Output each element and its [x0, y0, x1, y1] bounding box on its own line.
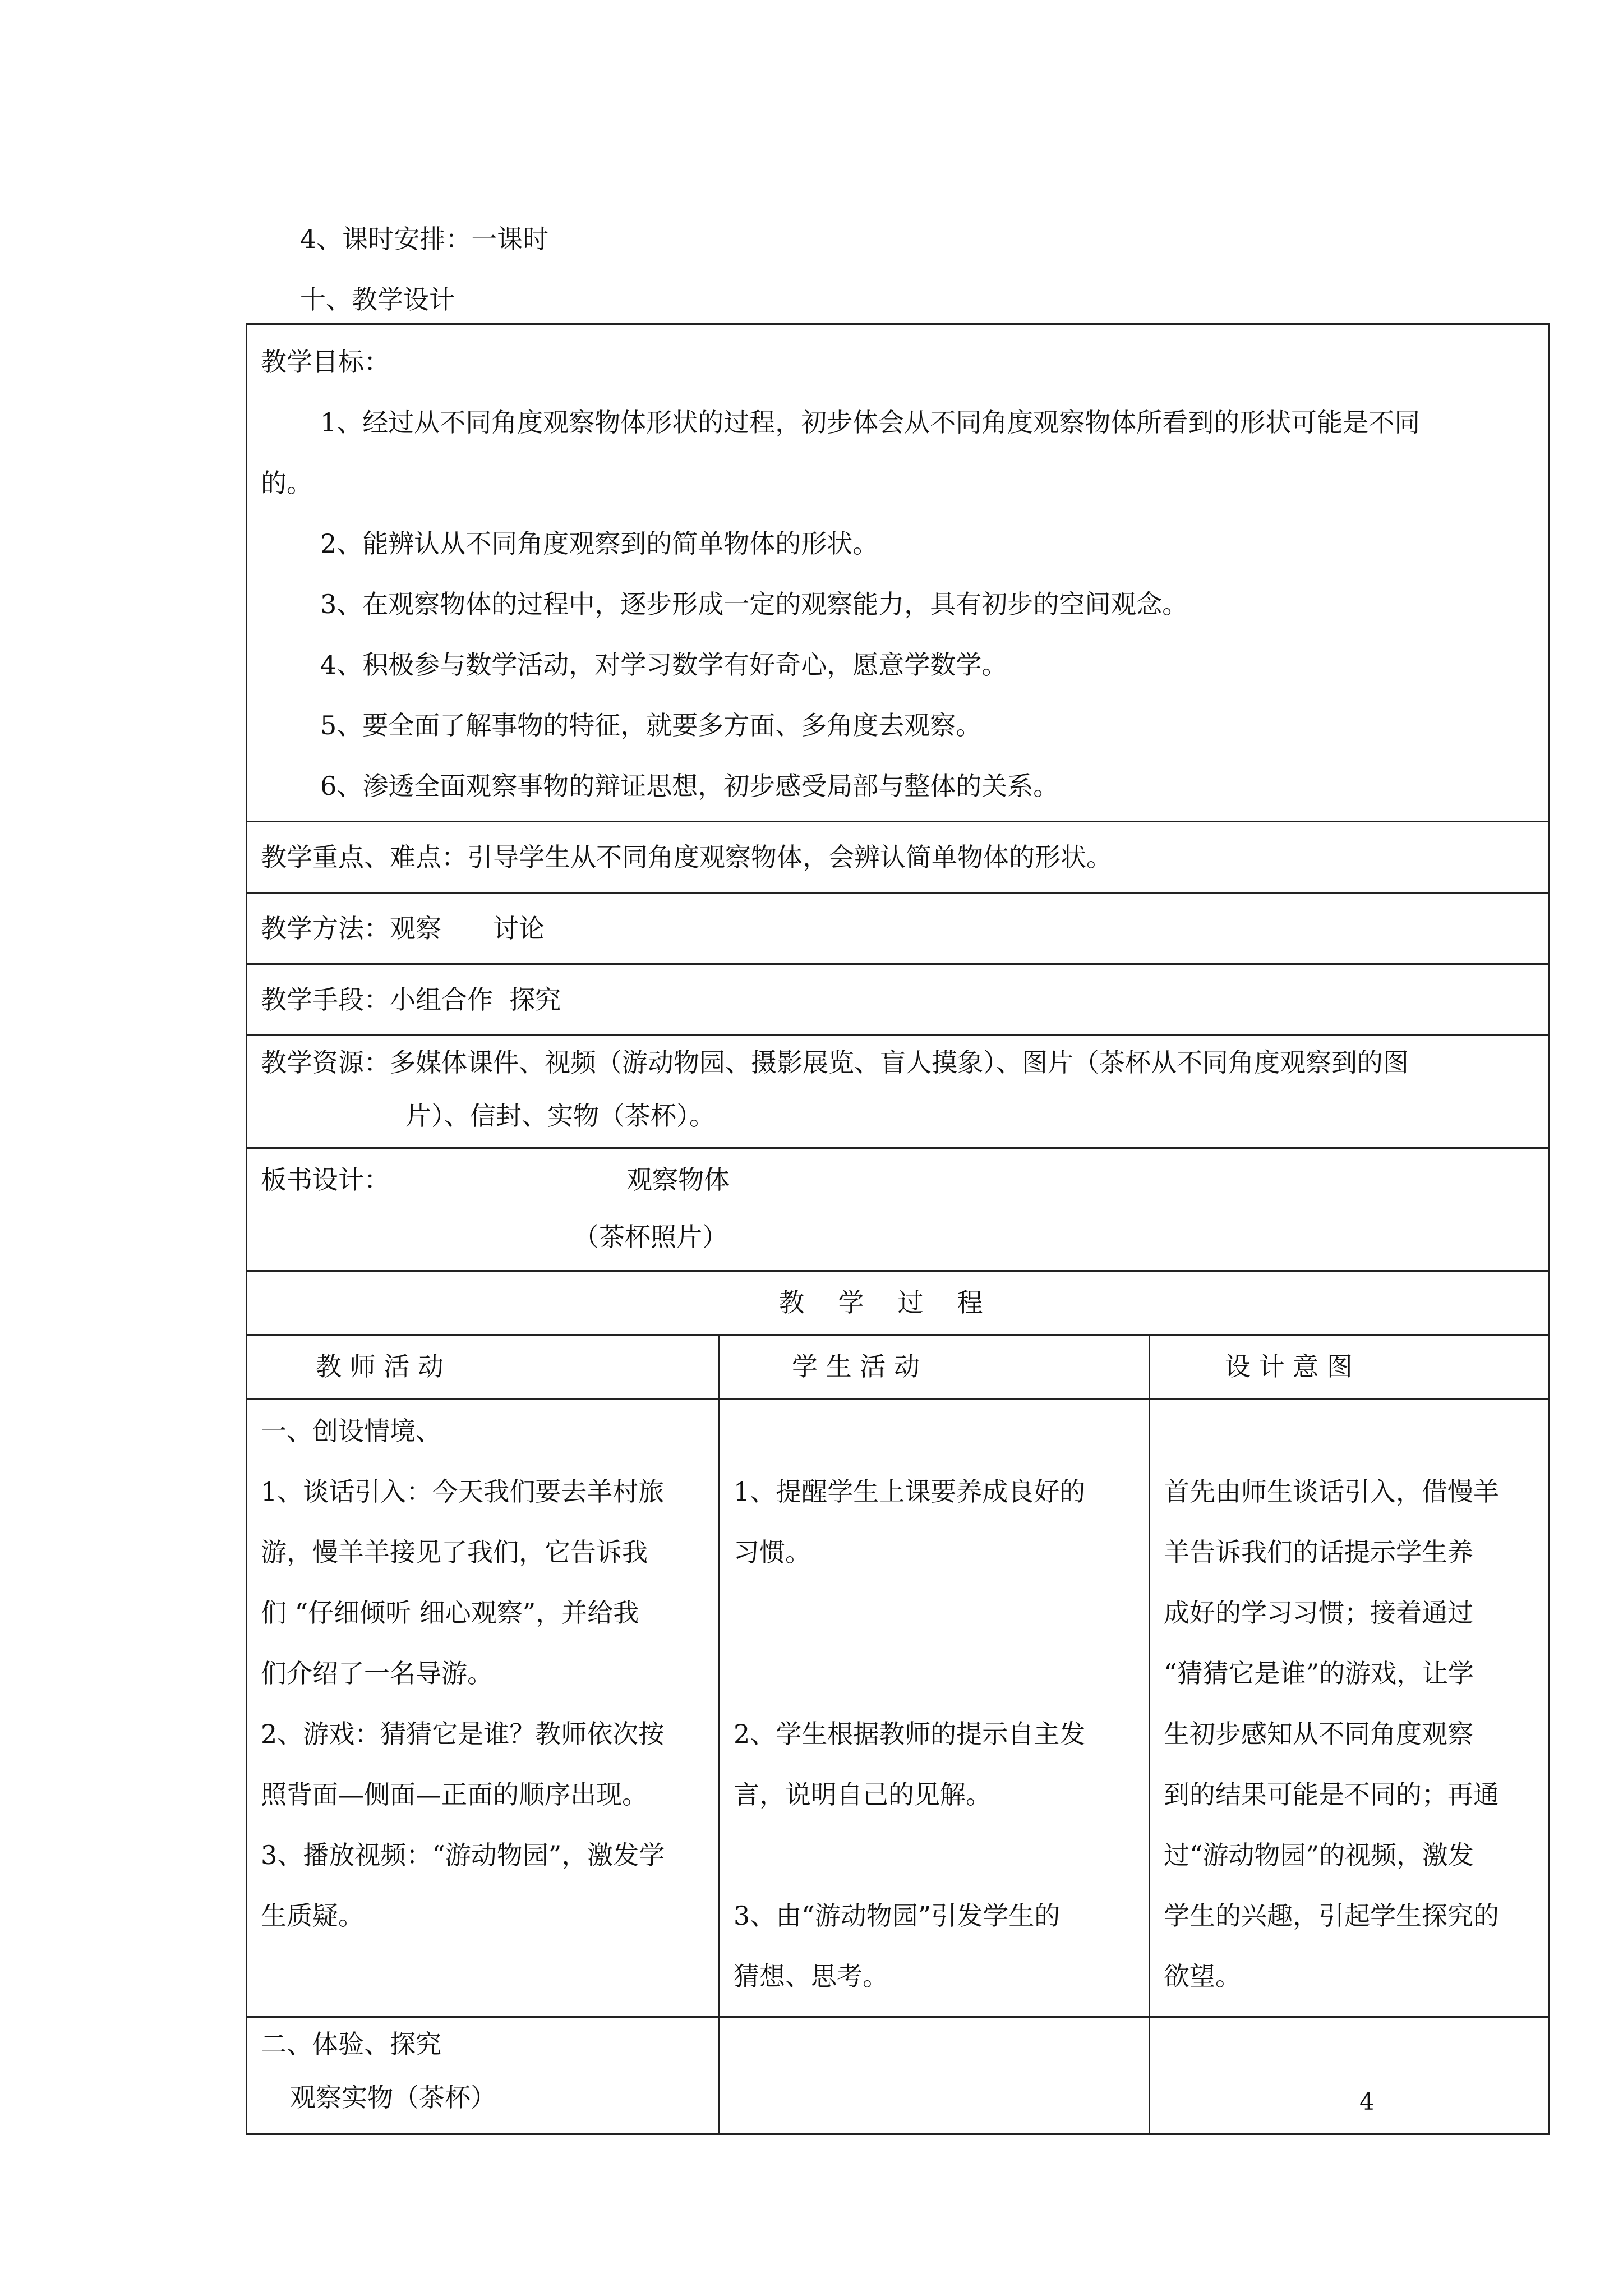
teacher-activity-cell [247, 1399, 720, 2017]
design-line: 到的结果可能是不同的；再通 [1164, 1779, 1499, 1810]
section2-cell [247, 2017, 720, 2134]
section2-design-cell [1150, 2017, 1549, 2134]
teacher-line: 游，慢羊羊接见了我们，它告诉我 [261, 1537, 648, 1567]
design-line: 生初步感知从不同角度观察 [1164, 1719, 1473, 1749]
design-line: “猜猜它是谁”的游戏，让学 [1164, 1658, 1474, 1688]
design-line: 成好的学习习惯；接着通过 [1164, 1598, 1473, 1628]
design-column-header: 设 计 意 图 [1150, 1335, 1549, 1399]
student-line: 1、提醒学生上课要养成良好的 [734, 1476, 1086, 1507]
means-row [247, 964, 1549, 1036]
teacher-line: 们介绍了一名导游。 [261, 1658, 493, 1688]
page-number: 4 [1359, 2088, 1375, 2115]
schedule-line: 4、课时安排：一课时 [300, 224, 549, 254]
design-line: 欲望。 [1164, 1961, 1241, 1991]
student-activity-cell [720, 1399, 1150, 2017]
method-text: 教学方法：观察 讨论 [261, 913, 545, 944]
section2-sub: 观察实物（茶杯） [290, 2082, 496, 2113]
process-title: 教学过程 [247, 1271, 1549, 1335]
design-intent-cell [1150, 1399, 1549, 2017]
means-text: 教学手段：小组合作 探究 [261, 984, 561, 1015]
board-design-row [247, 1148, 1549, 1271]
resources-line: 片）、信封、实物（茶杯）。 [405, 1101, 715, 1131]
teacher-column-header: 教 师 活 动 [247, 1335, 720, 1399]
design-line: 过“游动物园”的视频，激发 [1164, 1840, 1474, 1870]
design-line: 首先由师生谈话引入，借慢羊 [1164, 1476, 1499, 1507]
teacher-line: 照背面—侧面—正面的顺序出现。 [261, 1779, 648, 1810]
teacher-line: 1、谈话引入：今天我们要去羊村旅 [261, 1476, 665, 1507]
section-heading: 十、教学设计 [300, 284, 455, 315]
objective-item: 2、能辨认从不同角度观察到的简单物体的形状。 [320, 528, 879, 559]
board-title: 观察物体 [626, 1165, 730, 1195]
key-points-text: 教学重点、难点：引导学生从不同角度观察物体，会辨认简单物体的形状。 [261, 842, 1112, 872]
process-row [247, 1399, 1549, 2017]
lesson-plan-table [246, 323, 1550, 2135]
objective-item: 4、积极参与数学活动，对学习数学有好奇心，愿意学数学。 [320, 650, 1008, 680]
objective-item: 的。 [261, 468, 312, 498]
resources-row [247, 1036, 1549, 1148]
teacher-line: 们 “仔细倾听 细心观察”，并给我 [261, 1598, 639, 1628]
teacher-line: 生质疑。 [261, 1901, 364, 1931]
student-line: 2、学生根据教师的提示自主发 [734, 1719, 1086, 1749]
design-line: 学生的兴趣，引起学生探究的 [1164, 1901, 1499, 1931]
resources-line: 教学资源：多媒体课件、视频（游动物园、摄影展览、盲人摸象）、图片（茶杯从不同角度观察到的图 [261, 1047, 1409, 1078]
student-column-header: 学 生 活 动 [720, 1335, 1150, 1399]
teacher-line: 3、播放视频：“游动物园”，激发学 [261, 1840, 665, 1870]
student-line: 言，说明自己的见解。 [734, 1779, 992, 1810]
process-title-row [247, 1271, 1549, 1335]
section2-title: 二、体验、探究 [261, 2029, 441, 2059]
teacher-line: 2、游戏：猜猜它是谁？教师依次按 [261, 1719, 665, 1749]
objective-item: 3、在观察物体的过程中，逐步形成一定的观察能力，具有初步的空间观念。 [320, 589, 1188, 619]
objective-item: 1、经过从不同角度观察物体形状的过程，初步体会从不同角度观察物体所看到的形状可能是不同 [320, 407, 1421, 438]
board-subtitle: （茶杯照片） [573, 1222, 728, 1252]
objectives-heading: 教学目标： [261, 347, 390, 377]
key-points-row [247, 822, 1549, 893]
student-line: 猜想、思考。 [734, 1961, 888, 1991]
objectives-cell [247, 324, 1549, 822]
section2-student-cell [720, 2017, 1150, 2134]
column-header-row [247, 1335, 1549, 1399]
teacher-line: 一、创设情境、 [261, 1416, 441, 1446]
section2-row [247, 2017, 1549, 2134]
objectives-row [247, 324, 1549, 822]
objective-item: 5、要全面了解事物的特征，就要多方面、多角度去观察。 [320, 710, 982, 740]
method-row [247, 893, 1549, 964]
student-line: 3、由“游动物园”引发学生的 [734, 1901, 1061, 1931]
objective-item: 6、渗透全面观察事物的辩证思想，初步感受局部与整体的关系。 [320, 771, 1059, 801]
student-line: 习惯。 [734, 1537, 811, 1567]
design-line: 羊告诉我们的话提示学生养 [1164, 1537, 1473, 1567]
board-label: 板书设计： [261, 1165, 390, 1195]
